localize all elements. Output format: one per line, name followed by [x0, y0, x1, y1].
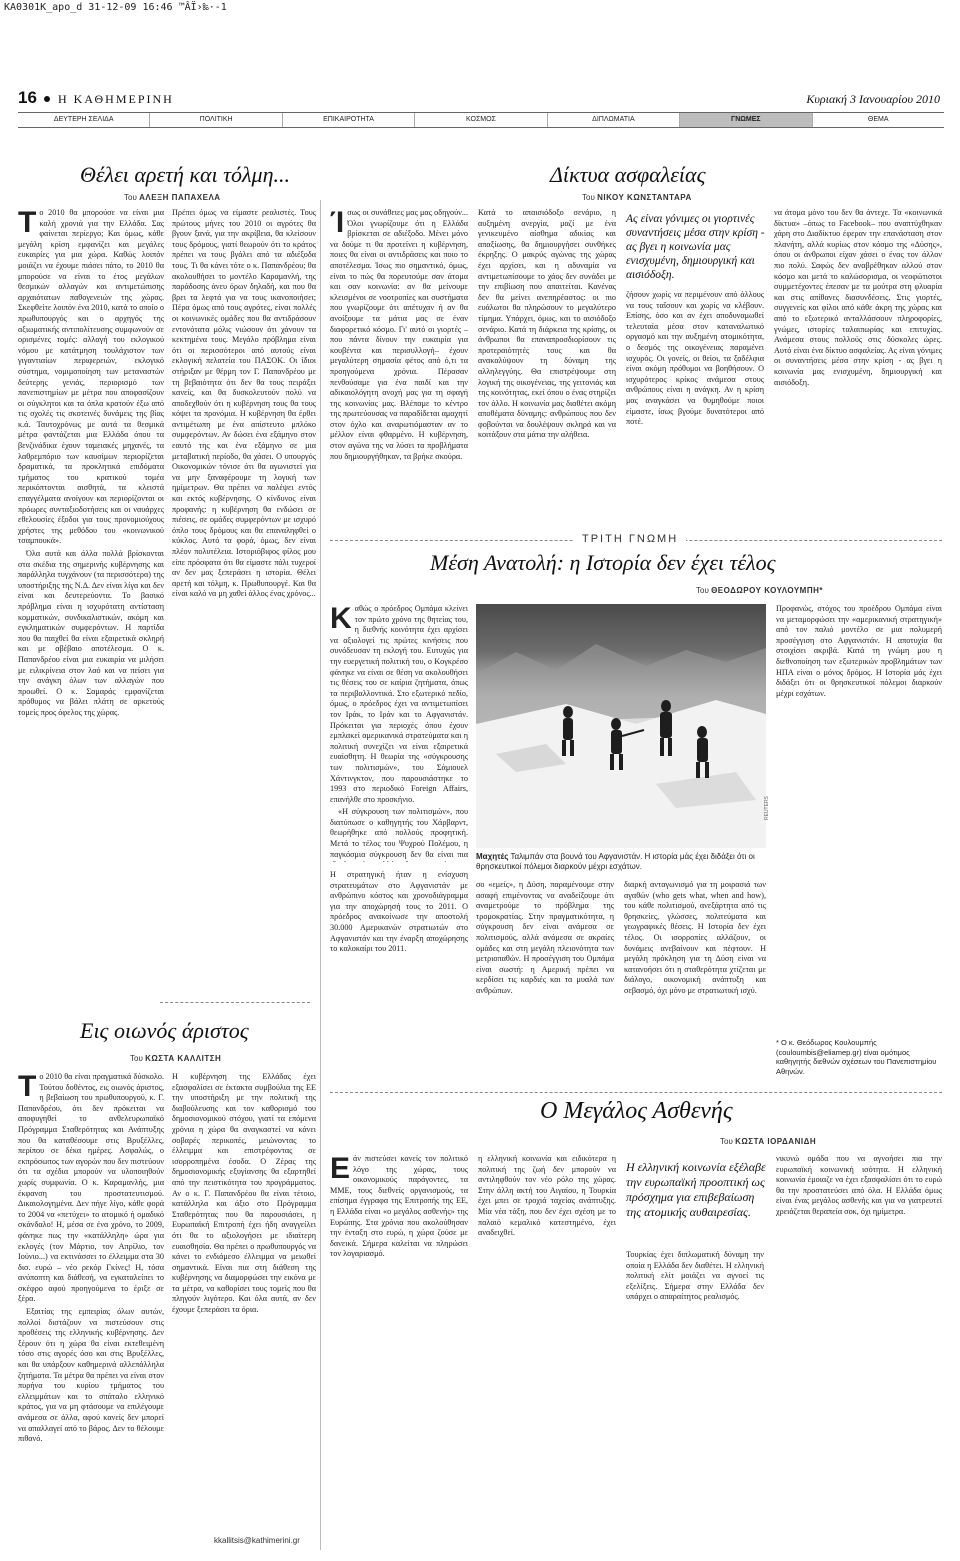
article5-pullquote: Η ελληνική κοινωνία εξέλαβε την ευρωπαϊκή προοπτική ως πρόσχημα για επιβεβαίωση της ατομικής αυθαιρεσίας. [626, 1160, 766, 1219]
article1-author: ΑΛΕΞΗ ΠΑΠΑΧΕΛΑ [139, 193, 221, 202]
article4-paragraph: διαρκή ανταγωνισμό για τη μοιρασιά των αγαθών (who gets what, when and how), του κάθε πολιτισμού, ανεξάρτητα από τις θρησκείες, γλώσσες, πολιτεύματα και γεωγραφικές θέσεις. Η Ιστορία δεν έχει τέλος. Οι ισορροπίες αλλάζουν, οι δυνάμεις ανεβαίνουν και πέφτουν. Η μεγάλη πρόκληση για τη Δύση είναι να κατανοήσει ότι η σταθερότητα χτίζεται με διάλογο, οικονομική ανάπτυξη και σεβασμό, όχι μόνο με στρατιωτική ισχύ. [624, 880, 766, 995]
article4-column-5 [776, 604, 942, 1034]
article3-paragraph: να άτομα μόνο του δεν θα άντεχε. Τα «κοινωνικά δίκτυα» –όπως το Facebook– που αναπτύχθηκαν χάρη στο Διαδίκτυο έφεραν την επανάσταση στον πλανήτη, αλλά κυρίως στον κόσμο της «Δύσης», όπου οι άνθρωποι είχαν χάσει ο ένας τον άλλον πιο πολύ. Σαφώς δεν αναβρέθηκαν αλλού στον κόσμο και μετά το καλώσορισμα, οι νεοφώτιστοι συμμετέχοντες έπεσαν με τα μούτρα στη φλυαρία και στις απίθανες διασυνδέσεις. Στις γιορτές, συγγενείς και φίλοι από κάθε άκρη της χώρας και από το εξωτερικό ανταλλάσσουν πληροφορίες, γνώμες, ιστορίες ταλαιπωρίας και επιτυχίας. Ανάμεσα στους πολλούς στις δύσκολες ώρες. Αυτό είναι ένα δίκτυο ασφαλείας. Ας είναι γόνιμες οι συναντήσεις μέσα στην κρίση - ας βγει η κοινωνία μας ενισχυμένη, δημιουργική και αισιόδοξη. [774, 208, 942, 387]
article2-column-2 [172, 1072, 316, 1522]
article5-paragraph: άν πιστεύσει κανείς τον πολιτικό λόγο της χώρας, τους οικονομικούς παράγοντες, τα ΜΜΕ, τους διεθνείς οργανισμούς, τα επίσημα έγγραφα της Επιτροπής της ΕΕ, η Ελλάδα είναι «ο μεγάλος ασθενής» της Ευρώπης. Στα χρόνια που ακολούθησαν την ένταξη στο ευρώ, η χώρα ζούσε με δανεικά. Σήμερα καλείται να πληρώσει τον λογαριασμό. [330, 1154, 468, 1259]
article3-column-4 [774, 208, 942, 538]
article5-dropcap: Ε [330, 1154, 351, 1185]
article1-dropcap: Τ [18, 208, 37, 239]
article1-paragraph: Πρέπει όμως να είμαστε ρεαλιστές. Τους πρώτους μήνες του 2010 οι αγρότες θα βγουν ξανά, για την ακρίβεια, θα κλείσουν τους δρόμους, γιατί θεωρούν ότι το κράτος πρέπει να τους βγάλει από τα αδιέξοδα τους. Τι θα κάνει τότε ο κ. Παπανδρέου; θα ακολουθήσει το μοντέλο Καραμανλή, της παράδοσης άνευ όρων δηλαδή, και που θα βρει τα λεφτά για να τους ικανοποιήσει; Πέρα όμως από τους αγρότες, είναι πολλές οι κοινωνικές ομάδες που θα αντιδράσουν εντονότατα μόλις νιώσουν ότι χάνουν τα κεκτημένα τους. Μεγάλο πρόβλημα είναι ότι οι περισσότεροι από αυτούς είναι εκλογική πελατεία του ΠΑΣΟΚ. Οι ίδιοι στήριξαν με θέρμη τον Γ. Παπανδρέου με τη βεβαιότητα ότι δεν θα τους πειράξει κανείς, και θα δυσκολευτούν πολύ να αποδεχθούν ότι η κυβέρνηση τους θα τους κόψει τα προνόμια. Η κυβέρνηση θα έρθει αντιμέτωπη με ένα απίστευτο μπλόκο συμφερόντων. Αν δώσει ένα εξάμηνο στον εαυτό της και ένα εξάμηνο σε μια μεταβατική περίοδο, θα χάσει. Ο υπουργός Οικονομικών τόνισε ότι θα αγωνιστεί για να μην ξαναφέρουμε τη λογική των ημίμετρων. Θα πρέπει να παλέψει εντός και εκτός κυβέρνησης. Ο κίνδυνος είναι προφανής: η κυβέρνηση θα ενδώσει σε πιέσεις, σε ομάδες συμφερόντων με ισχυρό όπλο τους δρόμους και θα επαναληφθεί ο κύκλος. Αυτό τα φορά, όμως, δεν είναι πλέον πολυτέλεια. Ιστοριόβιφος φίλος μου είπε πρόσφατα ότι θα είμαστε πάλι τυχεροί αν δεν μας ξεπεράσει η ιστορία. Θέλει αρετή και τόλμη, κ. Πρωθυπουργέ. Και θα είναι καλό να μη χαθεί άλλος ένας χρόνος... [172, 208, 316, 599]
article3-column-1 [330, 208, 468, 528]
page-number: 16 [18, 88, 37, 107]
article4-paragraph: Προφανώς, στόχος του προέδρου Ομπάμα είναι να μεταμορφώσει την «αμερικανική στρατηγική» από τον παλιό μοντέλο σε μια πολυμερή προσέγγιση στο Αφγανιστάν. Η αποτυχία θα στοιχίσει ακριβά. Κατά τη γνώμη μου η διεθνοποίηση των εξωτερικών προβλημάτων των ΗΠΑ είναι ο μόνος δρόμος. Η Ιστορία μάς έχει διδάξει ότι οι θρησκευτικοί πόλεμοι διαρκούν μέχρι εσχάτων. [776, 604, 942, 698]
article4-kicker: ΤΡΙΤΗ ΓΝΩΜΗ [574, 533, 686, 545]
article5-paragraph: η ελληνική κοινωνία και ειδικότερα η πολιτική της ζωή δεν μπορούν να αντιληφθούν τον νέο ρόλο της χώρας. Στην άλλη ακτή του Αιγαίου, η Τουρκία έχει μπει σε τροχιά ταχείας ανάπτυξης. Μία νέα τάξη, που δεν έχει σχέση με το παλαιό κεμαλικό κατεστημένο, έχει αναδειχθεί. [478, 1154, 616, 1238]
article2-title: Εις οιωνός άριστος [80, 1018, 249, 1043]
column-divider [320, 200, 321, 1550]
section-tab[interactable]: ΓΝΩΜΕΣ [680, 113, 812, 127]
section-nav [18, 112, 944, 128]
article2-paragraph: ο 2010 θα είναι πραγματικά δύσκολο. Τούτου δοθέντος, εις οιωνός άριστος, η βεβαίωση του πρωθυπουργού, κ. Γ. Παπανδρέου, ότι δεν πρόκειται να αποφυγηθεί το ανθελευρωπαϊκό Πρόγραμμα Σταθερότητας και Ανάπτυξης που θα καταθέσουμε στις Βρυξέλλες, περίπου σε δέκα ημέρες. Ασφαλώς, ο εκπρόσωπος των αγορών που δεν πιστεύουν ότι τα σχέδια μπορούν να υλοποιηθούν χωρίς συμφωνία. Ο κ. Καραμανλής, μια έκφανση του προστατευτισμού. Δικαιολογημένα. Δεν πήγε λίγο, κάθε φορά το 2004 να «πετύχει» το ατομικό ή ομαδικό σκάνδαλο! Η, μέσα σε ένα χρόνο, το 2009, φάνηκε πως την «κατάλληλη» ώρα για εκλογές (τον Μάρτιο, τον Απρίλιο, τον Ιούνιο...) να εκτινάσσει το έλλειμμα στα 30 δισ. ευρώ – νέο ρεκόρ Γκίνες! Η, τόσα ανύποπτη και διάθεσή, να εγκαταλείπει το σκέφρο αφού προηγούμενα το έριξε σε ξέρα. [18, 1072, 164, 1304]
byline-prefix: Του [720, 1137, 733, 1146]
article4-column-4 [624, 880, 766, 1080]
article2-dropcap: Τ [18, 1072, 37, 1103]
separator [160, 1002, 310, 1003]
print-slug: KA0301K_apo_d 31-12-09 16:46 ™ÂÏ›‰·-1 [4, 2, 227, 13]
photo-caption-text: Ταλιμπάν στα βουνά του Αφγανιστάν. Η ιστορία μάς έχει διδάξει ότι οι θρησκευτικοί πόλεμοι διαρκούν μέχρι εσχάτων. [476, 852, 755, 871]
article1-title: Θέλει αρετή και τόλμη... [80, 162, 291, 187]
article3-pullquote: Ας είναι γόνιμες οι γιορτινές συναντήσεις μέσα στην κρίση - ας βγει η κοινωνία μας ενισχυμένη, δημιουργική και αισιόδοξη. [626, 213, 765, 281]
section-tab[interactable]: ΕΠΙΚΑΙΡΟΤΗΤΑ [283, 113, 415, 127]
issue-date: Κυριακή 3 Ιανουαρίου 2010 [806, 92, 940, 106]
article3-author: ΝΙΚΟΥ ΚΩΝΣΤΑΝΤΑΡΑ [597, 193, 692, 202]
article4-paragraph: σο «εμείς», η Δύση, παραμένουμε στην ασαφή επιμένοντας να αναδείξουμε ότι αναμετρούμε το πρόβλημα της τρομοκρατίας. Στην πραγματικότητα, η σύγκρουση δεν είναι ανάμεσα σε πολιτισμούς, αλλά ανάμεσα σε ακραίες ομάδες και στη μεγάλη πλειονότητα των μετριοπαθών. Η προσέγγιση του Ομπάμα είναι σωστή: η Αμερική πρέπει να κερδίσει τις καρδιές και τα μυαλά των ανθρώπων. [476, 880, 614, 995]
section-tab[interactable]: ΚΟΣΜΟΣ [415, 113, 547, 127]
article3-paragraph: σως οι συνάθειες μας μας οδηγούν... Όλοι γνωρίζουμε ότι η Ελλάδα βρίσκεται σε αδιέξοδο. Μένει μόνο να δούμε τι θα προτείνει η κυβέρνηση, ποιες θα είναι οι αντιδράσεις και ποιο το αποτέλεσμα. Ίσως πιο σημαντικό, όμως, είναι το πώς θα πορευτούμε σαν άτομα και σαν κοινωνία: αν θα μείνουμε κλεισμένοι σε νοοτροπίες και συστήματα που γνωρίζουμε ότι απέτυχαν ή αν θα ανοίξουμε τα μάτια μας σε έναν διαφορετικό κόσμο. Γι' αυτό οι γιορτές –που πάντα δίνουν την ευκαιρία για κουβέντα και περισυλλογή– έχουν μεγαλύτερη σημασία φέτος από ό,τι τα προηγούμενα χρόνια. Πέρασαν πενθούσαμε για ένα παιδί και την αδικαιολόγητη ανοχή μας για τη σφαγή της κοινωνίας μας. Βλέπαμε το κέντρο της πρωτεύουσας να παραδίδεται αμαχητί στον όχλο και αναρωτιόμασταν αν το μέλλον είναι φθαρμένο. Η κυβέρνηση, στον αγώνα της να λύσει τα προβλήματα που δημιουργήθηκαν, τα βρήκε σκούρα. [330, 208, 468, 461]
photo-caption-lead: Μαχητές [476, 852, 509, 861]
article2-author: ΚΩΣΤΑ ΚΑΛΛΙΤΣΗ [145, 1054, 222, 1063]
photo-credit: REUTERS [764, 796, 770, 820]
article4-column-3 [476, 880, 614, 1080]
article1-column-1 [18, 208, 164, 998]
article1-paragraph: ο 2010 θα μπορούσε να είναι μια καλή χρονιά για την Ελλάδα. Σας φαίνεται περίεργο; Και όμως, κάθε μεγάλη κρίση εμφανίζει και μεγάλες ευκαιρίες για μια χώρα. Καθώς λοιπόν μοιάζει να έχουμε πιάσει πάτο, το 2010 θα μπορούσε να είναι το έτος μεγάλων θεσμικών αλλαγών και αντιμετώπισης αρχαιότατων παθογενειών της χώρας. Σκεφθείτε λοιπόν ένα 2010, κατά το οποίο ο πρωθυπουργός και ο αρχηγός της αξιωματικής αντιπολίτευσης συμφωνούν σε ορισμένες τομές: αλλαγή του εκλογικού νόμου με κατάτμηση τουλάχιστον των γιγαντιαίων περιφερειών, εκλογικό σύστημα, νομιμοποίηση των μεταναστών δεύτερης γενιάς, περιορισμό των πανεπιστημίων με μέτρα που αποφασίζουν οι σύγκλητοι και τα όπλα κρατούν έξω από τις σχολές τις σκοτεινές δυνάμεις της βίας κ.ά. Ταυτοχρόνως με αυτά τα θεσμικά μέτρα φαντάζεται μια Ελλάδα όπου τα βενζινάδικα έχουν ταμειακές μηχανές, τα λαθρεμπόριο των καυσίμων περιορίζεται δραματικά, τα προκλητικά επιδόματα τμήματος του κρατικού τομέα περικόπτονται αισθητά, τα κλειστά επαγγέλματα ανοίγουν και περιορίζονται οι πρόωρες συνταξιοδοτήσεις και οι ναυάρχες εθελουσίες έξοδοι για τους προνομιούχους χρήστες της μεθόδου του «κοινωνικού τσαμπουκά». [18, 208, 164, 546]
byline-prefix: Του [130, 1054, 143, 1063]
article5-column-4 [776, 1154, 942, 1550]
section-tab[interactable]: ΔΙΠΛΩΜΑΤΙΑ [548, 113, 680, 127]
article4-column-2 [330, 870, 468, 1082]
article5-title: Ο Μεγάλος Ασθενής [540, 1098, 733, 1124]
article4-byline [696, 586, 823, 595]
article4-paragraph: «Η σύγκρουση των πολιτισμών», που διατύπωσε ο καθηγητής του Χάρβαρντ, θεωρήθηκε από πολλούς προφητική. Μετά το τέλος του Ψυχρού Πολέμου, η παγκόσμια σύγκρουση δεν θα είναι πια [330, 807, 468, 859]
article5-column-1 [330, 1154, 468, 1550]
article4-author: ΘΕΟΔΩΡΟΥ ΚΟΥΛΟΥΜΠΗ* [711, 586, 824, 595]
article1-paragraph: Όλα αυτά και άλλα πολλά βρίσκονται στα σκέδια της σημερινής κυβέρνησης και παράλληλα τυγχάνουν (τα περισσότερα) της υποστήριξης της Ν.Δ. Δεν είναι λίγα και δεν είναι και δευτερεύοντα. Το βασικό πρόβλημα είναι η ισχυρότατη αντίσταση κομματικών, συνδικαλιστικών, ακόμη και εγκληματικών συμφερόντων. Η παρτίδα που θα παιχθεί θα είναι εξαιρετικά σκληρή και με αβέβαιο αποτέλεσμα. Ο κ. Παπανδρέου είναι μια ευκαιρία να μιλήσει με ειλικρίνεια στον λαό και να πείσει για την ανάγκη όλων των αλλαγών που προωθεί. Ο κ. Σαμαράς εμφανίζεται πρόθυμος να βάλει πλάτη σε αρκετούς τομείς προς όφελος της χώρας. [18, 549, 164, 717]
byline-prefix: Του [582, 193, 595, 202]
article5-author: ΚΩΣΤΑ ΙΟΡΔΑΝΙΔΗ [735, 1137, 817, 1146]
article3-byline [582, 193, 692, 202]
newspaper-name: Η ΚΑΘΗΜΕΡΙΝΗ [58, 92, 174, 106]
separator [330, 1092, 942, 1093]
article5-column-3 [626, 1250, 764, 1550]
section-tab[interactable]: ΠΟΛΙΤΙΚΗ [150, 113, 282, 127]
article4-dropcap: Κ [330, 604, 352, 635]
article4-title: Μέση Ανατολή: η Ιστορία δεν έχει τέλος [430, 550, 776, 575]
article3-paragraph: ζήσουν χωρίς να περιμένουν από άλλους να τους ταΐσουν και χωρίς να κλέβουν. Επίσης, όσο και αν έχει αποδυναμωθεί τελευταία μέσα στον καταναλωτικό οργασμό και την αυξημένη ατομικότητα, ο δεσμός της οικογένειας παραμένει ισχυρός. Οι γονείς, οι θείοι, τα ξαδέλφια είναι ακόμη πρόθυμοι να βοηθήσουν. Ο ισχυρότερος κρίκος ανάμεσα στους ανθρώπους είναι η ανάγκη. Αν η κρίση μας αναγκάσει να θυμηθούμε ποιοι είμαστε, ίσως βγούμε δυνατότεροι από ποτέ. [626, 290, 764, 427]
article1-column-2 [172, 208, 316, 998]
section-tab[interactable]: ΔΕΥΤΕΡΗ ΣΕΛΙΔΑ [18, 113, 150, 127]
article5-byline [720, 1137, 816, 1146]
article2-email[interactable]: kkallitsis@kathimerini.gr [214, 1536, 300, 1545]
article4-footnote: * Ο κ. Θεόδωρος Κουλουμπής (couloumbis@eliamep.gr) είναι ομότιμος καθηγητής διεθνών σχέσεων του Πανεπιστημίου Αθηνών. [776, 1038, 937, 1076]
article5-paragraph: νικυνώ ομάδα που να αγνοήσει πια την ευρωπαϊκή κοινωνική ισότητα. Η ελληνική κοινωνία έμοιαζε να έχει εξασφαλίσει ότι το ευρώ θα την προστατεύσει από όλα. Η Ελλάδα όμως είναι ένας μεγάλος ασθενής και για να γιατρευτεί χρειάζεται θεραπεία σοκ, όχι ημίμετρα. [776, 1154, 942, 1216]
article2-column-1 [18, 1072, 164, 1548]
bullet-icon [44, 96, 50, 102]
article2-byline [130, 1054, 221, 1063]
article5-column-2 [478, 1154, 616, 1550]
article2-paragraph: Εξαιτίας της εμπειρίας όλων αυτών, πολλοί διστάζουν να πιστεύσουν στις προθέσεις της ελληνικής κυβέρνησης. Δεν ξέρουν ότι η χώρα θα είναι εκτεθειμένη τόσο στις αγορές όσο και στις Βρυξέλλες, και θα υπάρξουν καθημερινά αλλεπάλληλα ζητήματα. Τα μέτρα θα πρέπει να είναι στον πυρήνα του κυρίου τμήματος του ελλειμμάτων και το σπάταλο ελληνικό κράτος, για να μη φτάσουμε να επιλέγουμε ανάμεσα σε άλλα, αφού κανείς δεν μπορεί να απαλλαγεί από το βάρος. Δεν το θέλουμε πιθανό. [18, 1307, 164, 1444]
article4-column-1 [330, 604, 468, 862]
photo-caption [476, 852, 766, 872]
byline-prefix: Του [696, 586, 709, 595]
article4-paragraph: αθώς ο πρόεδρος Ομπάμα κλείνει τον πρώτο χρόνο της θητείας του, η διεθνής κοινότητα έχει αρχίσει να αξιολογεί τις πρώτες κινήσεις που συνόδευσαν τη εκλογή του. Ευτυχώς για την ευεργετική πολιτική του, ο Κογκρέσο φάνηκε να είναι σε θέση να ακολουθήσει τις θέσεις του σε καίρια ζητήματα, όπως τα περιβαλλοντικά. Στο εξωτερικό πεδίο, όμως, ο πρόεδρος έχει να αντιμετωπίσει τον Ιράκ, το Ιράν και το Αφγανιστάν. Πρόκειται για περιοχές όπου έχουν εμπλακεί αμερικανικά στρατεύματα και η πολιτική συνεχίζει να είναι εξαιρετικά ευαίσθητη. Η θεωρία της «σύγκρουσης των πολιτισμών», του Σάμιουελ Χάντινγκτον, που παρουσιάστηκε το 1993 στο περιοδικό Foreign Affairs, επανήλθε στο προσκήνιο. [330, 604, 468, 804]
article3-dropcap: Ί [330, 208, 345, 239]
article3-column-3 [626, 290, 764, 528]
article4-paragraph: Η στρατηγική ήταν η ενίσχυση στρατευμάτων στο Αφγανιστάν με ανθρώπινο κόστος και χρονοδιάγραμμα για την αποχώρησή τους το 2011. Ο πρόεδρος ανακοίνωσε την αποστολή 30.000 Αμερικανών στρατιωτών στο Αφγανιστάν και την έναρξη αποχώρησης το καλοκαίρι του 2011. [330, 870, 468, 954]
article3-title: Δίκτυα ασφαλείας [550, 162, 706, 187]
section-tab[interactable]: ΘΕΜΑ [867, 116, 889, 123]
article2-paragraph: Η κυβέρνηση της Ελλάδας έχει εξασφαλίσει σε έκτακτα συμβούλια της ΕΕ την υποστήριξη με την πολιτική της διαβούλευσης και τον καθορισμό του δημοσιονομικού στόχου, γιατί τα επόμενα χρόνια η χώρα θα αναγκαστεί να κάνει σοβαρές περικοπές, μειώνοντας το έλλειμμα και επιστρέφοντας σε ισορροπημένα έσοδα. Ο Ζέρας της δημοσιονομικής εξυγίανσης θα εξαρτηθεί από την πειστικότητα του προγράμματος. Αν ο κ. Γ. Παπανδρέου θα είναι τέτοιο, κατάλληλα και άξιο στο Πρόγραμμα Σταθερότητας που θα παρουσιάσει, η Ευρωπαϊκή Επιτροπή έχει ήδη αναγγείλει ότι θα το αξιολογήσει με ιδιαίτερη ευαισθησία. Θα πρέπει ο πρωθυπουργός να κάνει το ενδιάμεσο έλλειμμα να μειωθεί σημαντικά. Είναι πια στη διάθεση της κυβέρνησης να διαμορφώσει την εικόνα με τα μέτρα, να καθορίσει τους τομείς που θα πληγούν λιγότερο. Και όλα αυτά, αν δεν έχουμε ξεπεράσει τα όρια. [172, 1072, 316, 1315]
article5-paragraph: Τουρκίας έχει διπλωματική δύναμη την οποία η Ελλάδα δεν διαθέτει. Η ελληνική πολιτική ελίτ μοιάζει να αγνοεί τις εξελίξεις. Σήμερα στην Ελλάδα δεν υπάρχει ο απαραίτητος ρεαλισμός. [626, 1250, 764, 1302]
article4-photo [476, 604, 766, 848]
photo-scene [476, 604, 766, 848]
article1-byline [124, 193, 221, 202]
byline-prefix: Του [124, 193, 137, 202]
article3-column-2 [478, 208, 616, 528]
article3-paragraph: Κατά το απαισιόδοξο σενάριο, η αυξημένη ανεργία, μαζί με ένα γενικευμένο αίσθημα αδικίας και απαξίωσης, θα δημιουργήσει συνθήκες έκρηξης. Ο μακρύς αγώνας της χώρας έχει αρχίσει, και η αδυναμία να αντιμετωπίσουμε το χάος δεν συνάδει με την επιβίωση που απαιτείται. Κανένας δεν θα μείνει ανεπηρέαστος: οι πιο ευάλωτοι θα πληρώσουν το μεγαλύτερο τίμημα. Υπάρχει, όμως, και το αισιόδοξο σενάριο. Κατά τη διάρκεια της κρίσης, οι άνθρωποι θα επαναπροσδιορίσουν τις προτεραιότητές τους και θα ανακαλύψουν τη δύναμη της αλληλεγγύης. Θα επιστρέψουμε στη λογική της οικογένειας, της γειτονιάς και της κοινότητας, εκεί όπου ο ένας στηρίζει τον άλλο. Η κοινωνία μας διαθέτει ακόμη αποθέματα δύναμης: ανθρώπους που δεν φοβούνται να δουλέψουν σκληρά και να κοιτάξουν στα μάτια την αλήθεια. [478, 208, 616, 440]
